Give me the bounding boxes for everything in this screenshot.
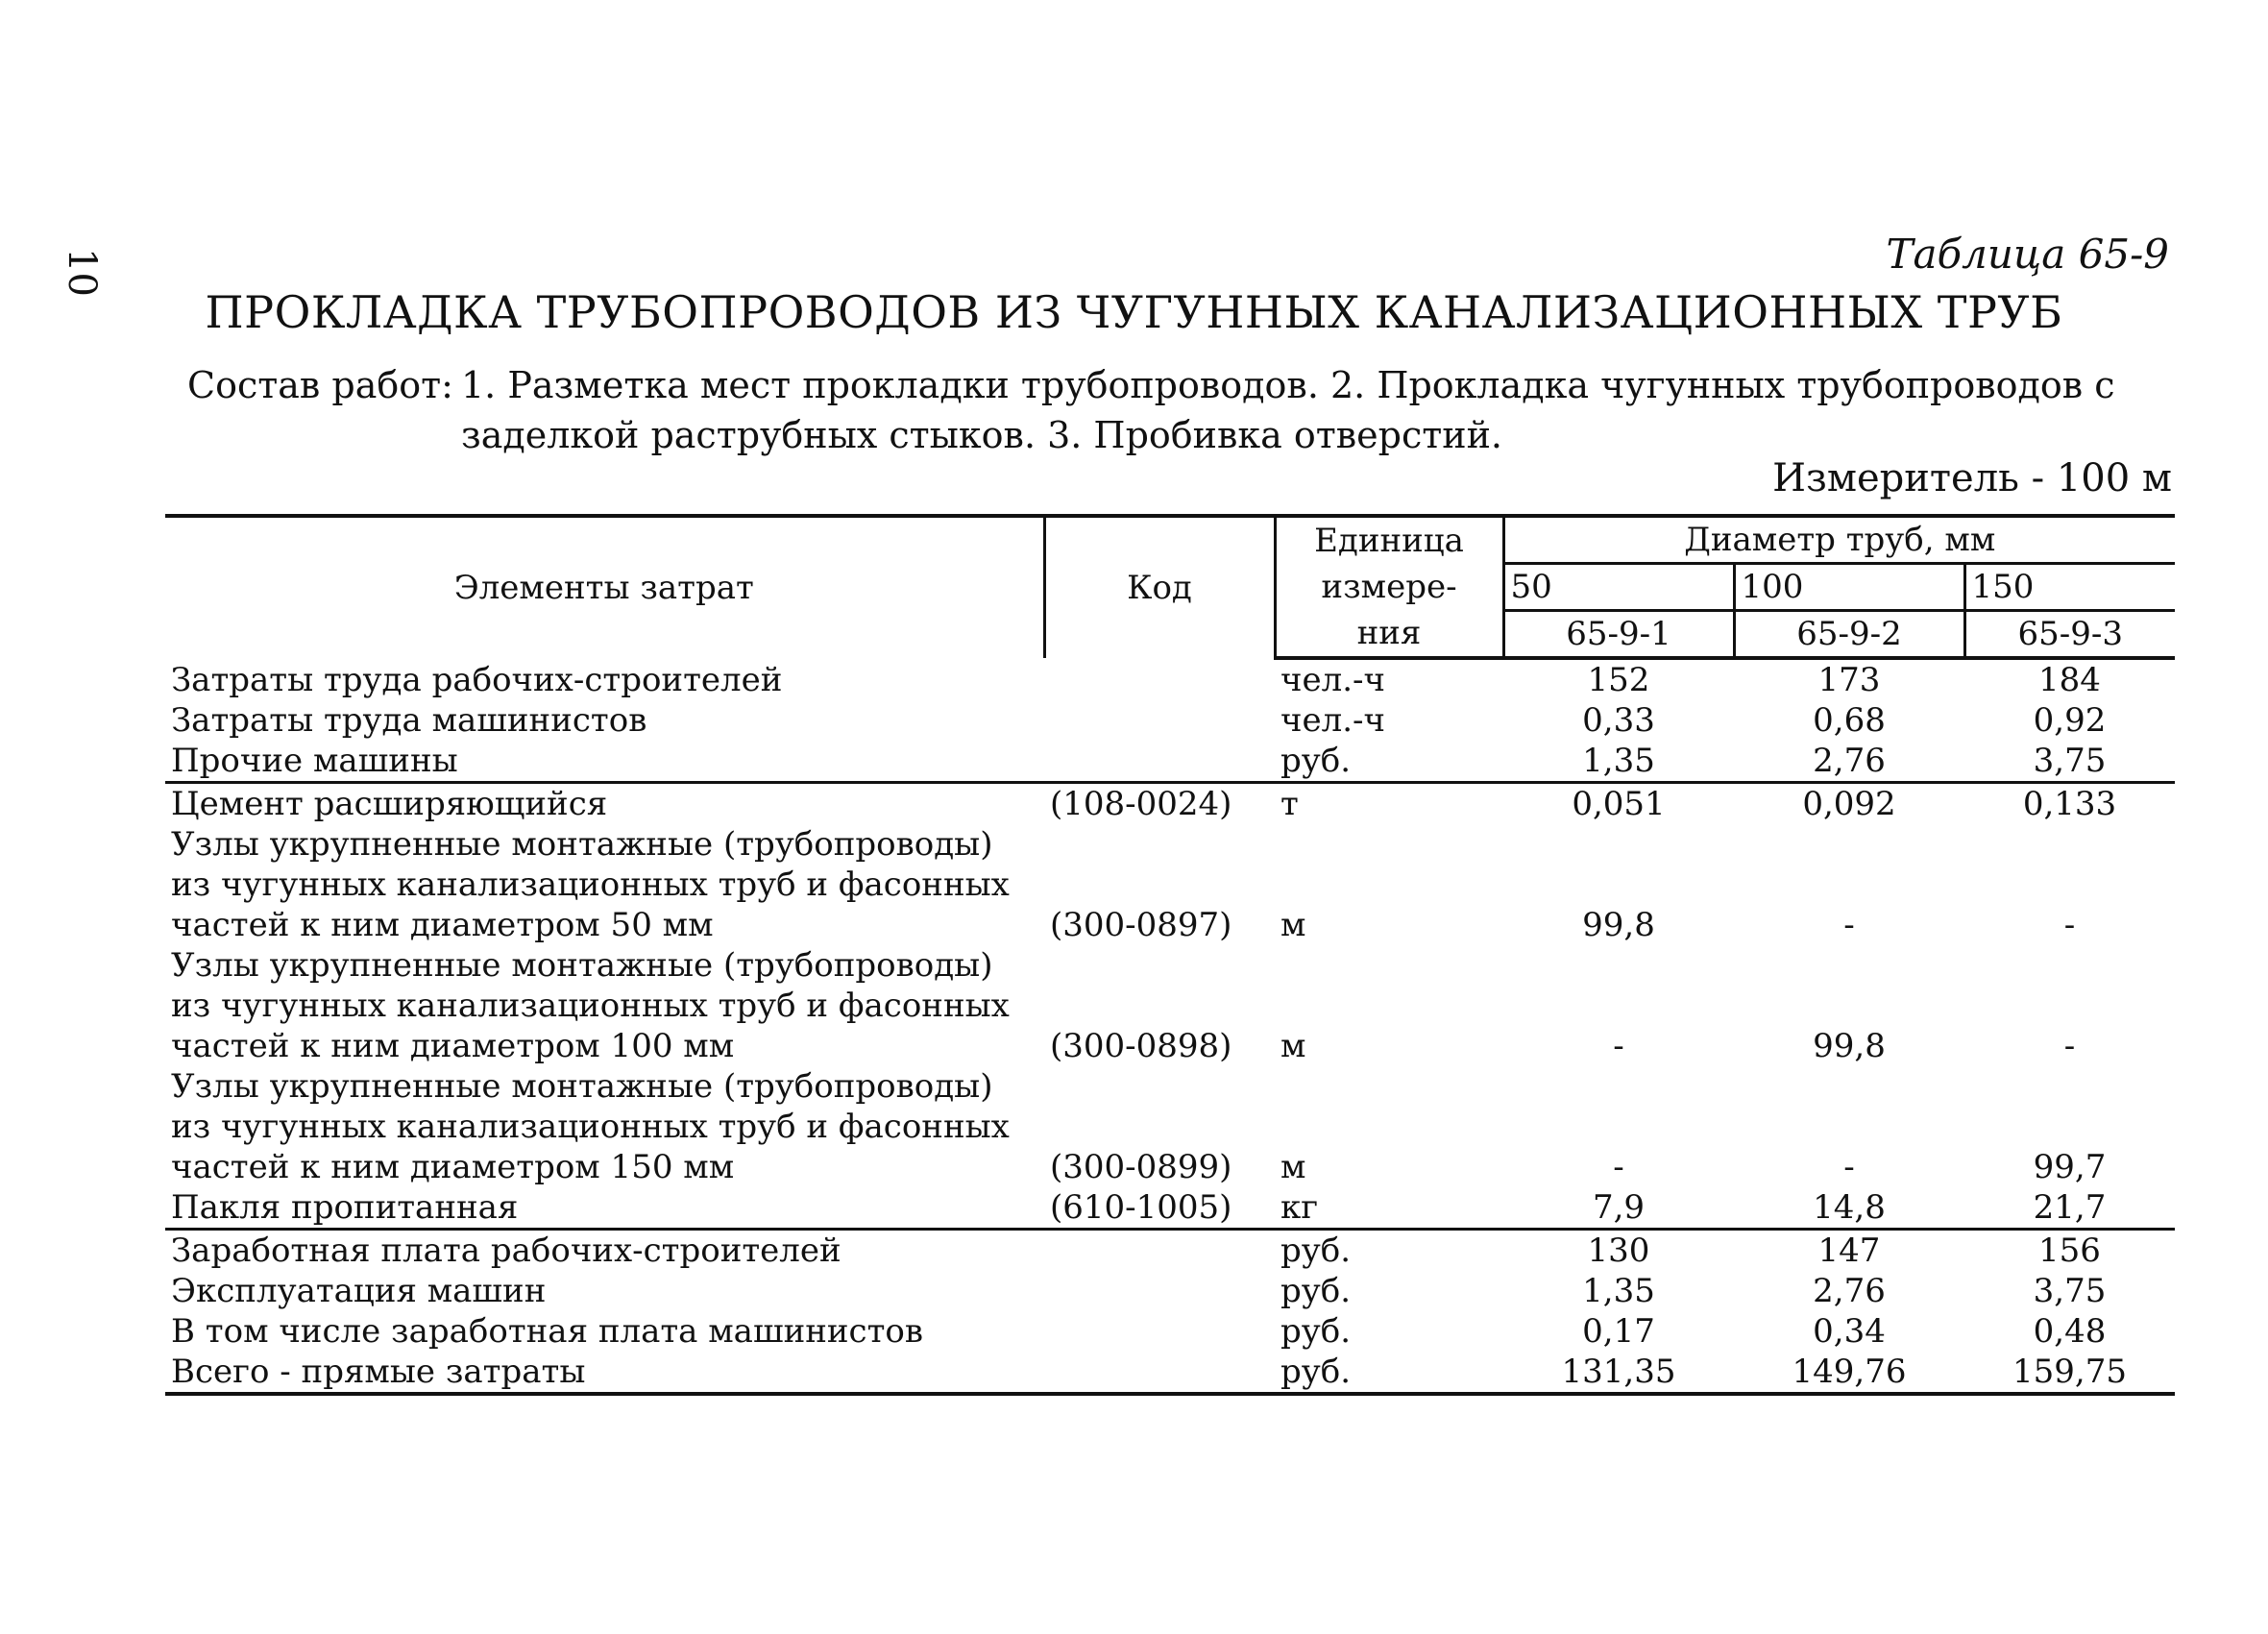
work-line-1: 1. Разметка мест прокладки трубопроводов. 2. Прокладка чугунных трубопроводов с: [461, 364, 2115, 406]
table-row: [165, 1352, 2175, 1394]
row-value-2: 149,76: [1734, 1352, 1964, 1394]
row-value-2: 2,76: [1813, 1272, 1886, 1310]
table-row: [165, 783, 2175, 825]
row-code: (300-0898): [1050, 1027, 1232, 1065]
row-element: [165, 1311, 1044, 1352]
page-number: 10: [60, 248, 104, 297]
row-value-1: -: [1613, 1148, 1624, 1186]
row-unit: руб.: [1280, 1312, 1352, 1351]
row-element-line: из чугунных канализационных труб и фасонных: [171, 987, 1010, 1025]
row-element-line: Цемент расширяющийся: [171, 785, 608, 823]
table-row: [165, 1311, 2175, 1352]
work-label: Состав работ:: [187, 364, 453, 406]
row-unit: м: [1280, 1148, 1306, 1186]
row-code: (610-1005): [1044, 1187, 1275, 1230]
row-value-2: -: [1843, 1148, 1855, 1186]
header-code: Код: [1044, 516, 1275, 658]
row-code: [1044, 658, 1275, 700]
row-unit: кг: [1275, 1187, 1503, 1230]
header-unit-3: ния: [1275, 611, 1503, 659]
row-value-3: -: [2063, 906, 2076, 944]
row-element-line: В том числе заработная плата машинистов: [171, 1312, 924, 1351]
row-unit: чел.-ч: [1280, 701, 1385, 740]
row-element: [165, 1271, 1044, 1311]
row-value-2: 0,68: [1813, 701, 1886, 740]
header-d3: 150: [1964, 564, 2175, 611]
row-value-1: 7,9: [1503, 1187, 1734, 1230]
row-code: (108-0024): [1050, 785, 1232, 823]
row-element: [165, 741, 1044, 783]
table-row: [165, 945, 2175, 1066]
row-element-line: Всего - прямые затраты: [171, 1353, 586, 1391]
header-unit-1: Единица: [1275, 516, 1503, 564]
page-title: ПРОКЛАДКА ТРУБОПРОВОДОВ ИЗ ЧУГУННЫХ КАНАЛИЗАЦИОННЫХ ТРУБ: [205, 286, 2063, 338]
row-value-2: 99,8: [1813, 1027, 1886, 1065]
row-element-line: Узлы укрупненные монтажные (трубопроводы): [171, 1067, 993, 1106]
row-value-1: 1,35: [1582, 1272, 1655, 1310]
row-code: [1044, 1230, 1275, 1272]
row-element-line: Узлы укрупненные монтажные (трубопроводы): [171, 825, 993, 864]
row-element: [165, 945, 1044, 1066]
row-unit: руб.: [1280, 1232, 1352, 1270]
row-value-2: 173: [1817, 661, 1881, 699]
row-element: [165, 824, 1044, 945]
cost-table-body: [165, 658, 2175, 1394]
row-value-2: 14,8: [1734, 1187, 1964, 1230]
row-code: (300-0897): [1050, 906, 1232, 944]
row-element: [165, 700, 1044, 741]
row-value-1: 152: [1587, 661, 1650, 699]
header-code-3: 65-9-3: [1964, 611, 2175, 659]
row-element-line: Заработная плата рабочих-строителей: [171, 1232, 841, 1270]
row-element: [165, 658, 1044, 700]
row-element-line: частей к ним диаметром 100 мм: [171, 1027, 735, 1065]
row-value-2: 0,34: [1813, 1312, 1886, 1351]
row-unit: м: [1280, 1027, 1306, 1065]
header-code-2: 65-9-2: [1734, 611, 1964, 659]
row-value-1: 1,35: [1503, 741, 1734, 783]
table-row: [165, 1230, 2175, 1272]
row-element: [165, 1066, 1044, 1187]
row-value-3: 0,48: [2033, 1312, 2107, 1351]
row-element-line: частей к ним диаметром 150 мм: [171, 1148, 735, 1186]
row-value-1: 99,8: [1582, 906, 1655, 944]
row-element-line: Эксплуатация машин: [171, 1272, 547, 1310]
row-value-2: 2,76: [1734, 741, 1964, 783]
table-row: [165, 700, 2175, 741]
table-row: [165, 1066, 2175, 1187]
row-value-3: 99,7: [2033, 1148, 2107, 1186]
header-unit-2: измере-: [1275, 564, 1503, 611]
header-diameter: Диаметр труб, мм: [1503, 516, 2175, 564]
row-code: [1044, 1311, 1275, 1352]
row-code: (300-0899): [1050, 1148, 1232, 1186]
table-row: [165, 658, 2175, 700]
row-code: [1044, 1271, 1275, 1311]
row-value-3: 0,92: [2033, 701, 2107, 740]
row-unit: т: [1280, 785, 1299, 823]
row-unit: руб.: [1275, 1352, 1503, 1394]
row-unit: чел.-ч: [1280, 661, 1385, 699]
row-element: [165, 1187, 1044, 1230]
row-value-2: 0,092: [1802, 785, 1896, 823]
row-value-2: -: [1843, 906, 1855, 944]
row-value-3: 3,75: [2033, 1272, 2107, 1310]
row-element-line: Затраты труда рабочих-строителей: [171, 661, 783, 699]
cost-table: [165, 514, 2175, 1396]
row-unit: м: [1280, 906, 1306, 944]
header-code-1: 65-9-1: [1503, 611, 1734, 659]
row-value-3: 156: [2038, 1232, 2101, 1270]
table-label: Таблица 65-9: [1886, 231, 2169, 278]
row-element: [165, 783, 1044, 825]
row-element-line: частей к ним диаметром 50 мм: [171, 906, 714, 944]
row-value-3: 0,133: [2022, 785, 2117, 823]
work-line-2: заделкой раструбных стыков. 3. Пробивка отверстий.: [461, 414, 1503, 456]
header-d2: 100: [1734, 564, 1964, 611]
row-element-line: из чугунных канализационных труб и фасонных: [171, 866, 1010, 904]
row-element-line: Прочие машины: [171, 742, 458, 780]
row-value-3: 21,7: [1964, 1187, 2175, 1230]
table-row: [165, 824, 2175, 945]
row-unit: руб.: [1280, 1272, 1352, 1310]
row-element: [165, 1230, 1044, 1272]
row-value-1: 0,051: [1572, 785, 1666, 823]
row-element: [165, 1352, 1044, 1394]
header-elements: Элементы затрат: [165, 516, 1044, 658]
row-value-2: 147: [1817, 1232, 1881, 1270]
header-d1: 50: [1503, 564, 1734, 611]
row-unit: руб.: [1275, 741, 1503, 783]
row-value-1: 0,33: [1582, 701, 1655, 740]
row-element-line: Узлы укрупненные монтажные (трубопроводы): [171, 946, 993, 985]
work-composition: [187, 360, 2185, 460]
row-code: [1044, 1352, 1275, 1394]
row-value-3: -: [2063, 1027, 2076, 1065]
row-value-3: 3,75: [1964, 741, 2175, 783]
row-element-line: из чугунных канализационных труб и фасонных: [171, 1108, 1010, 1146]
measure-unit: Измеритель - 100 м: [1772, 456, 2172, 500]
row-value-3: 184: [2038, 661, 2101, 699]
row-value-1: 131,35: [1503, 1352, 1734, 1394]
row-value-1: 0,17: [1582, 1312, 1655, 1351]
table-row: [165, 741, 2175, 783]
row-code: [1044, 700, 1275, 741]
row-value-1: 130: [1587, 1232, 1650, 1270]
row-element-line: Пакля пропитанная: [171, 1188, 519, 1227]
table-row: [165, 1187, 2175, 1230]
row-value-1: -: [1613, 1027, 1624, 1065]
row-element-line: Затраты труда машинистов: [171, 701, 647, 740]
table-row: [165, 1271, 2175, 1311]
row-code: [1044, 741, 1275, 783]
row-value-3: 159,75: [1964, 1352, 2175, 1394]
